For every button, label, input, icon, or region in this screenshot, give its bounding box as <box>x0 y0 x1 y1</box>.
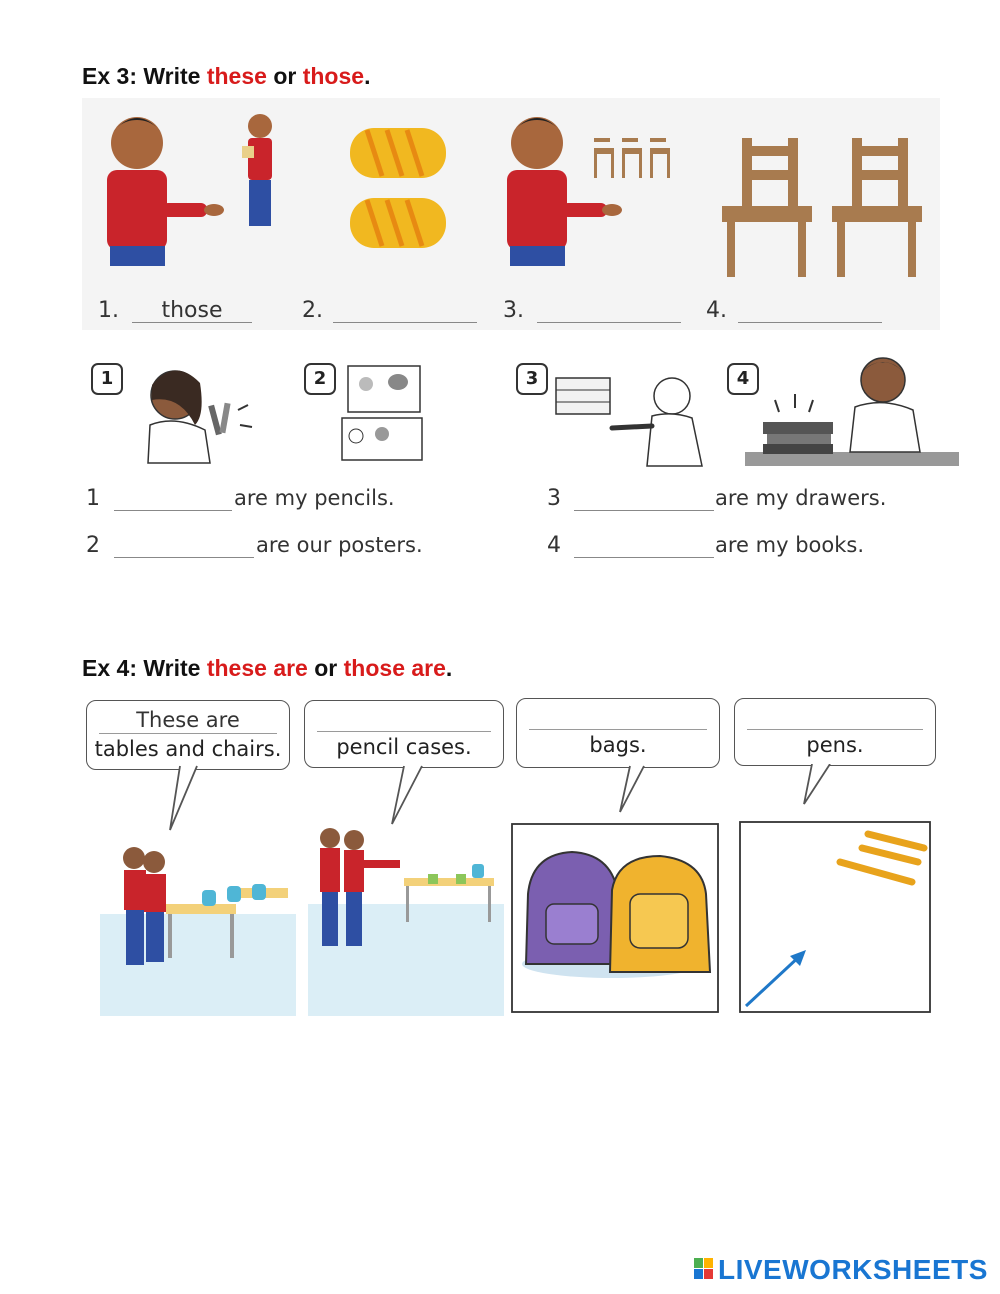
pens-illustration <box>740 822 930 1012</box>
ex3b-num-4: 4 <box>547 533 561 558</box>
ex3b-num-1: 1 <box>86 486 100 511</box>
ex3b-num-2: 2 <box>86 533 100 558</box>
ex3a-num-4: 4. <box>706 298 727 323</box>
ex4-title <box>82 655 452 682</box>
ex3b-answer-4[interactable] <box>574 533 714 558</box>
ex3-title-end: . <box>364 63 371 89</box>
ex3b-answer-3[interactable] <box>574 486 714 511</box>
speech-bubble-3 <box>516 698 720 768</box>
posters-illustration <box>340 362 430 464</box>
speech-bubble-4 <box>734 698 936 766</box>
ex3-word-those: those <box>302 63 365 89</box>
ex3b-badge-3: 3 <box>516 363 548 395</box>
ex4-title-text: Ex 4: Write <box>82 655 207 681</box>
ex3b-num-3: 3 <box>547 486 561 511</box>
ex3a-answer-4[interactable] <box>738 298 882 323</box>
ex4-word-those-are: those are <box>343 655 446 681</box>
ex4-answer-1[interactable] <box>99 707 277 734</box>
liveworksheets-logo-icon <box>694 1258 714 1280</box>
ex3a-num-3: 3. <box>503 298 524 323</box>
ex4-title-end: . <box>445 655 453 681</box>
ex3b-sentence-2: are our posters. <box>256 533 423 557</box>
children-near-tables-illustration <box>100 847 296 1016</box>
drawers-and-girl-illustration <box>552 356 712 468</box>
ex4-word-these-are: these are <box>206 655 308 681</box>
ex3a-answer-3[interactable] <box>537 298 681 323</box>
ex3-title-or: or <box>266 63 303 89</box>
ex3b-answer-2[interactable] <box>114 533 254 558</box>
ex3a-num-1: 1. <box>98 298 119 323</box>
ex4-bubble-text-4: pens. <box>806 733 864 757</box>
girl-holding-pencils-illustration <box>130 355 260 467</box>
ex3b-badge-2: 2 <box>304 363 336 395</box>
ex4-answer-4[interactable] <box>747 703 923 730</box>
ex3-title <box>82 63 370 90</box>
ex4-answer-2[interactable] <box>317 705 491 732</box>
ex3b-sentence-4: are my books. <box>715 533 864 557</box>
ex4-illustration <box>82 764 940 1016</box>
ex4-bubble-text-2: pencil cases. <box>336 735 472 759</box>
ex4-title-or: or <box>307 655 344 681</box>
ex3a-answer-2[interactable] <box>333 298 477 323</box>
ex4-answer-3[interactable] <box>529 703 707 730</box>
ex4-bubble-text-1: tables and chairs. <box>94 737 282 761</box>
ex3a-num-2: 2. <box>302 298 323 323</box>
ex3b-sentence-1: are my pencils. <box>234 486 395 510</box>
ex4-bubble-text-3: bags. <box>589 733 647 757</box>
ex3-part-a-illustration <box>82 98 940 330</box>
liveworksheets-logo-text[interactable]: LIVEWORKSHEETS <box>718 1254 988 1285</box>
ex3a-answer-1[interactable] <box>132 298 252 323</box>
ex3-word-these: these <box>206 63 267 89</box>
speech-bubble-1 <box>86 700 290 770</box>
books-and-boy-illustration <box>745 352 959 468</box>
ex3b-badge-4: 4 <box>727 363 759 395</box>
ex3b-badge-1: 1 <box>91 363 123 395</box>
bags-illustration <box>512 824 718 1012</box>
speech-bubble-2 <box>304 700 504 768</box>
ex3b-sentence-3: are my drawers. <box>715 486 887 510</box>
ex3-title-text: Ex 3: Write <box>82 63 207 89</box>
ex3b-answer-1[interactable] <box>114 486 232 511</box>
children-far-tables-illustration <box>308 828 504 1016</box>
